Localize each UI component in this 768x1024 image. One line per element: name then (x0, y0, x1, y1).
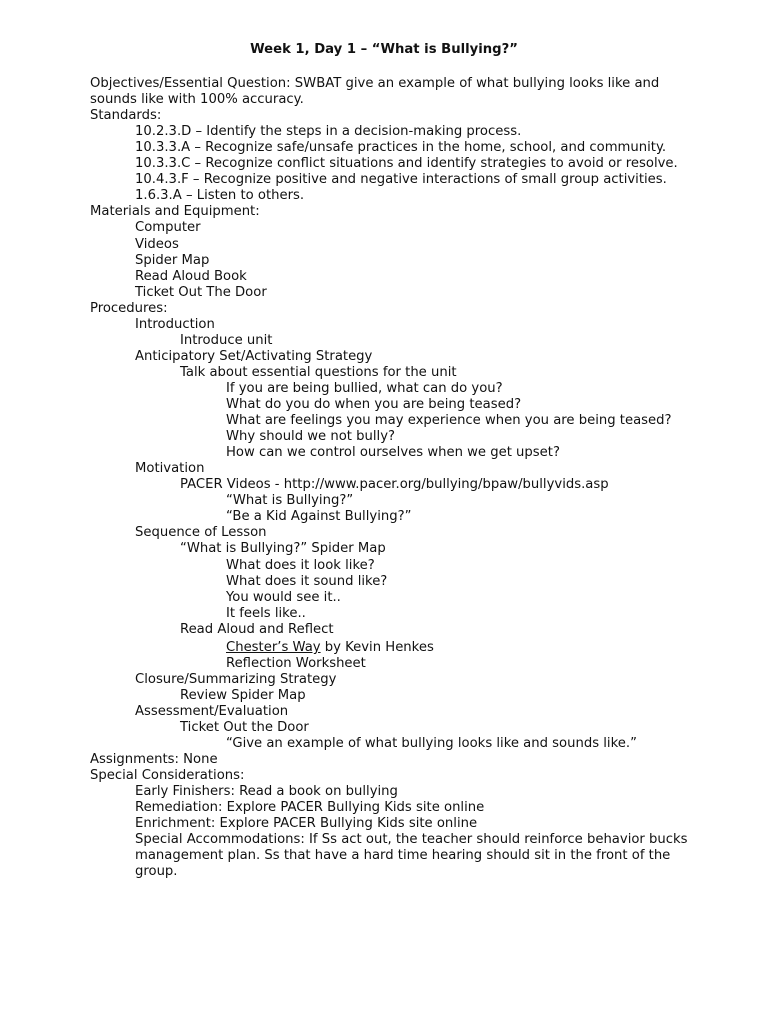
list-item-text: group. (135, 864, 178, 879)
list-item-text: Closure/Summarizing Strategy (135, 672, 337, 687)
list-item-text: How can we control ourselves when we get upset? (226, 445, 560, 460)
list-item-text: Enrichment: Explore PACER Bullying Kids site online (135, 816, 478, 831)
list-item-text: “What is Bullying?” Spider Map (180, 541, 386, 556)
list-item-text: Standards: (90, 108, 162, 123)
list-item-text: Assignments: None (90, 752, 218, 767)
list-item-text: Procedures: (90, 301, 168, 316)
list-item-text: Videos (135, 237, 179, 252)
list-item-text: Computer (135, 220, 201, 235)
list-item-text: You would see it.. (226, 590, 341, 605)
list-item-text: Anticipatory Set/Activating Strategy (135, 349, 373, 364)
list-item-text: Remediation: Explore PACER Bullying Kids site online (135, 800, 485, 815)
list-item-text: Talk about essential questions for the unit (180, 365, 457, 380)
list-item-text: Reflection Worksheet (226, 656, 366, 671)
list-item-text: 1.6.3.A – Listen to others. (135, 188, 305, 203)
list-item-text: 10.2.3.D – Identify the steps in a decision-making process. (135, 124, 522, 139)
list-item-text: “What is Bullying?” (226, 493, 354, 508)
book-title: Chester’s Way (226, 640, 321, 655)
list-item-text: Introduction (135, 317, 215, 332)
list-item-text: 10.3.3.C – Recognize conflict situations and identify strategies to avoid or resolve. (135, 156, 678, 171)
list-item-text: Spider Map (135, 253, 210, 268)
list-item-text: Introduce unit (180, 333, 273, 348)
page-title: Week 1, Day 1 – “What is Bullying?” (250, 42, 518, 57)
list-item-text: What are feelings you may experience when you are being teased? (226, 413, 672, 428)
list-item-text: If you are being bullied, what can do you? (226, 381, 503, 396)
list-item-text: “Give an example of what bullying looks like and sounds like.” (226, 736, 637, 751)
list-item-text: “Be a Kid Against Bullying?” (226, 509, 412, 524)
list-item-text: Early Finishers: Read a book on bullying (135, 784, 398, 799)
list-item-text: 10.4.3.F – Recognize positive and negative interactions of small group activities. (135, 172, 667, 187)
list-item-text: Review Spider Map (180, 688, 306, 703)
list-item-text: Read Aloud Book (135, 269, 247, 284)
list-item-text: management plan. Ss that have a hard time hearing should sit in the front of the (135, 848, 671, 863)
list-item-text: Materials and Equipment: (90, 204, 260, 219)
list-item-text: Sequence of Lesson (135, 525, 267, 540)
list-item-text: 10.3.3.A – Recognize safe/unsafe practices in the home, school, and community. (135, 140, 667, 155)
list-item-text: Ticket Out the Door (180, 720, 309, 735)
list-item-text: Why should we not bully? (226, 429, 396, 444)
book-author: by Kevin Henkes (320, 640, 434, 655)
list-item-text: Ticket Out The Door (135, 285, 267, 300)
list-item-text: Assessment/Evaluation (135, 704, 289, 719)
list-item-text: What do you do when you are being teased? (226, 397, 522, 412)
list-item-text: Read Aloud and Reflect (180, 622, 334, 637)
list-item-text: Special Considerations: (90, 768, 245, 783)
list-item-text: Special Accommodations: If Ss act out, the teacher should reinforce behavior bucks (135, 832, 688, 847)
list-item-text: PACER Videos - http://www.pacer.org/bullying/bpaw/bullyvids.asp (180, 477, 609, 492)
list-item-text (226, 640, 434, 656)
list-item-text: Objectives/Essential Question: SWBAT give an example of what bullying looks like and (90, 76, 660, 91)
list-item-text: What does it sound like? (226, 574, 388, 589)
list-item-text: sounds like with 100% accuracy. (90, 92, 304, 107)
list-item-text: It feels like.. (226, 606, 306, 621)
list-item-text: Motivation (135, 461, 205, 476)
list-item-text: What does it look like? (226, 558, 375, 573)
